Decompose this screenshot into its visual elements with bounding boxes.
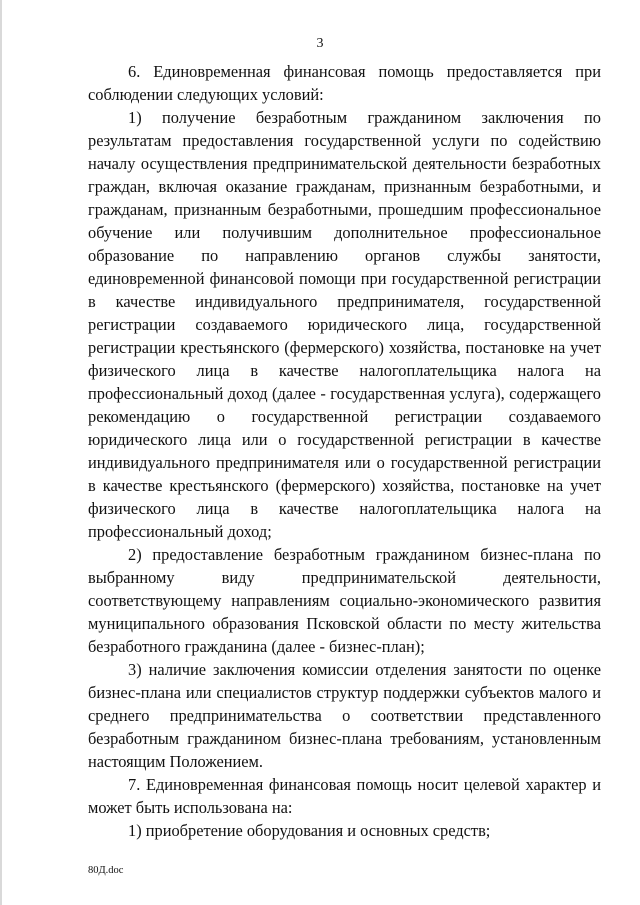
document-body <box>88 60 601 842</box>
paragraph-6-condition-1: 1) получение безработным гражданином заключения по результатам предоставления государственной услуги по содействию началу осуществления предпринимательской деятельности безработных граждан, включая оказание гражданам, признанным безработными, и гражданам, признанным безработными, прошедшим профессиональное обучение или получившим дополнительное профессиональное образование по направлению органов службы занятости, единовременной финансовой помощи при государственной регистрации в качестве индивидуального предпринимателя, государственной регистрации создаваемого юридического лица, государственной регистрации крестьянского (фермерского) хозяйства, постановке на учет физического лица в качестве налогоплательщика налога на профессиональный доход (далее - государственная услуга), содержащего рекомендацию о государственной регистрации создаваемого юридического лица или о государственной регистрации в качестве индивидуального предпринимателя или о государственной регистрации в качестве крестьянского (фермерского) хозяйства, постановке на учет физического лица в качестве налогоплательщика налога на профессиональный доход; <box>88 108 601 541</box>
paragraph-7-intro: 7. Единовременная финансовая помощь носит целевой характер и может быть использована на: <box>88 775 601 817</box>
paragraph-6-intro: 6. Единовременная финансовая помощь предоставляется при соблюдении следующих условий: <box>88 62 601 104</box>
paragraph-6-condition-3: 3) наличие заключения комиссии отделения занятости по оценке бизнес-плана или специалистов структур поддержки субъектов малого и среднего предпринимательства о соответствии представленного безработным гражданином бизнес-плана требованиям, установленным настоящим Положением. <box>88 660 601 771</box>
page-edge <box>0 0 2 905</box>
file-name-footer: 80Д.doc <box>88 865 124 876</box>
page-number: 3 <box>316 36 324 51</box>
paragraph-7-item-1: 1) приобретение оборудования и основных средств; <box>128 821 491 840</box>
paragraph-6-condition-2: 2) предоставление безработным гражданином бизнес-плана по выбранному виду предпринимательской деятельности, соответствующему направлениям социально-экономического развития муниципального образования Псковской области по месту жительства безработного гражданина (далее - бизнес-план); <box>88 545 601 656</box>
